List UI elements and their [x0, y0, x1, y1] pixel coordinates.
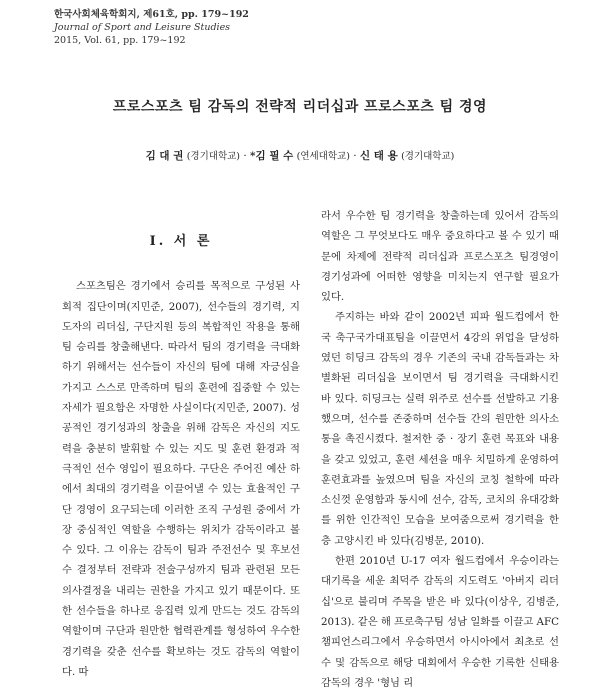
author-name: 신 태 용: [359, 150, 398, 162]
right-column: [321, 206, 559, 693]
author-name: *김 필 수: [250, 150, 294, 162]
author-separator: ·: [353, 150, 357, 162]
author-affiliation: (경기대학교): [186, 151, 241, 162]
author-name: 김 대 권: [145, 150, 184, 162]
author-affiliation: (경기대학교): [401, 151, 455, 162]
body-paragraph: 라서 우수한 팀 경기력을 창출하는데 있어서 감독의 역할은 그 무엇보다도 매우 중요하다고 볼 수 있기 때문에 차제에 전략적 리더십과 프로스포츠 팀경영이 경기성과에 어떠한 영향을 미치는지 연구할 필요가 있다.: [321, 210, 559, 304]
author-separator: ·: [243, 150, 247, 162]
section-heading-introduction: Ⅰ. 서 론: [149, 234, 213, 249]
journal-name-english: Journal of Sport and Leisure Studies: [54, 22, 231, 33]
journal-citation-korean: 한국사회체육학회지, 제61호, pp. 179~192: [54, 9, 249, 20]
paper-title: 프로스포츠 팀 감독의 전략적 리더십과 프로스포츠 팀 경영: [112, 99, 488, 115]
body-paragraph: 스포츠팀은 경기에서 승리를 목적으로 구성된 사회적 집단이며(지민준, 2007), 선수들의 경기력, 지도자의 리더십, 구단지원 등의 복합적인 작용을 통해 팀 승리를 창출해낸다. 따라서 팀의 경기력을 극대화하기 위해서는 선수들이 자신의 팀에 대해 자긍심을 가지고 스스로 만족하며 팀의 훈련에 집중할 수 있는 자세가 필요함은 자명한 사실이다(지민준, 2007). 성공적인 경기성과의 창출을 위해 감독은 자신의 지도력을 충분히 발휘할 수 있는 지도 및 훈련 환경과 적극적인 선수 영입이 필요하다. 구단은 주어진 예산 하에서 최대의 경기력을 이끌어낼 수 있는 효율적인 구단 경영이 요구되는데 이러한 조직 구성원 중에서 가장 중심적인 역할을 수행하는 위치가 감독이라고 볼 수 있다. 그 이유는 감독이 팀과 주전선수 및 후보선수 결정부터 전략과 전술구성까지 팀과 관련된 모든 의사결정을 내리는 권한을 가지고 있기 때문이다. 또한 선수들을 하나로 응집력 있게 만드는 것도 감독의 역할이며 구단과 원만한 협력관계를 형성하여 우수한 경기력을 갖춘 선수를 확보하는 것도 감독의 역할이다. 따: [62, 280, 300, 678]
body-paragraph: 한편 2010년 U-17 여자 월드컵에서 우승이라는 대기록을 세운 최덕주 감독의 지도력도 '아버지 리더십'으로 불리며 주목을 받은 바 있다(이상우, 김병준, 2013). 같은 해 프로축구팀 성남 일화를 이끌고 AFC 챔피언스리그에서 우승하면서 아시아에서 최초로 선수 및 감독으로 해당 대회에서 우승한 기록한 신태용 감독의 경우 '형님 리: [321, 555, 560, 689]
left-column: [62, 206, 300, 682]
author-affiliation: (연세대학교): [296, 151, 350, 162]
journal-volume-info: 2015, Vol. 61, pp. 179~192: [54, 35, 186, 46]
author-list: [0, 148, 600, 163]
journal-header: [54, 8, 249, 47]
body-paragraph: 주지하는 바와 같이 2002년 피파 월드컵에서 한국 축구국가대표팀을 이끌면서 4강의 위업을 달성하였던 히딩크 감독의 경우 기존의 국내 감독들과는 차별화된 리더십을 보이면서 팀 경기력을 극대화시킨 바 있다. 히딩크는 실력 위주로 선수를 선발하고 기용했으며, 선수를 존중하며 선수들 간의 원만한 의사소통을 촉진시켰다. 철저한 중 · 장기 훈련 목표와 내용을 갖고 있었고, 훈련 세션을 매우 치밀하게 운영하여 훈련효과를 높였으며 팀을 자신의 코칭 철학에 따라 소신껏 운영함과 동시에 선수, 감독, 코치의 유대강화를 위한 인간적인 모습을 보여줌으로써 경기력을 한층 고양시킨 바 있다(김병문, 2010).: [321, 311, 559, 547]
